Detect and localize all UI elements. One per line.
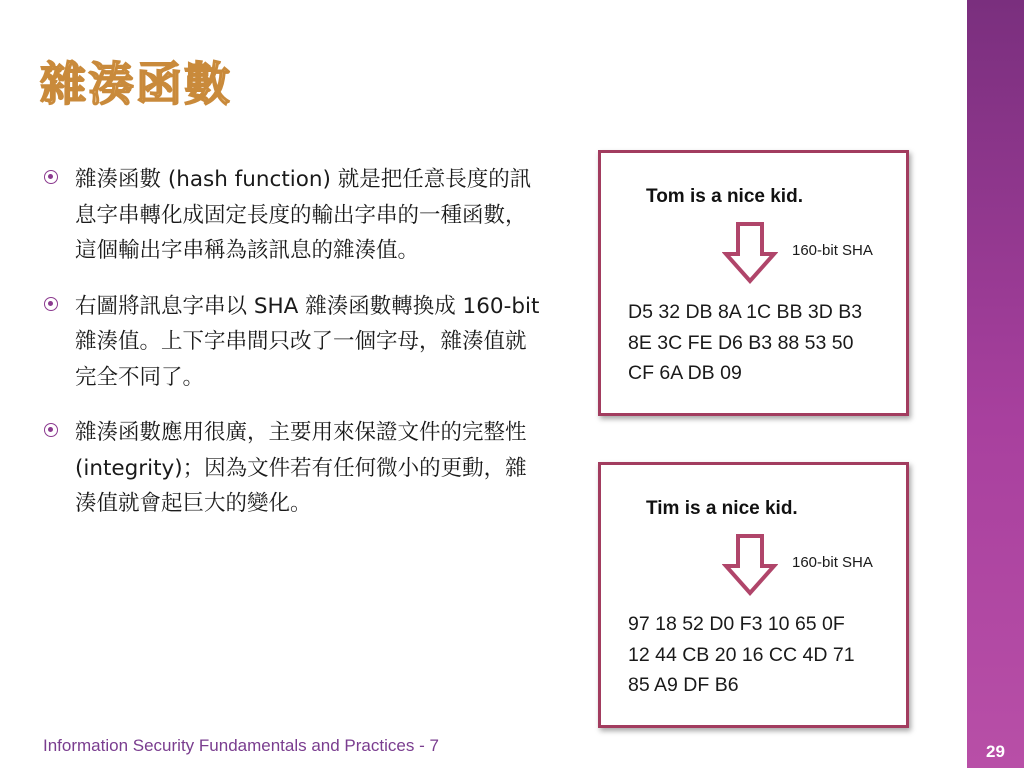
input-message: Tom is a nice kid. xyxy=(646,186,803,207)
circle-bullet-icon xyxy=(44,423,58,437)
input-message: Tim is a nice kid. xyxy=(646,498,798,519)
slide-title: 雜湊函數 xyxy=(40,57,232,111)
bullet-text: 右圖將訊息字串以 SHA 雜湊函數轉換成 160-bit 雜湊值。上下字串間只改了一個字母，雜湊值就完全不同了。 xyxy=(75,293,540,390)
bullet-item xyxy=(44,415,544,522)
bullet-item xyxy=(44,162,544,269)
digest-line: 12 44 CB 20 16 CC 4D 71 xyxy=(628,643,855,666)
bullet-list xyxy=(44,162,544,542)
down-arrow-icon xyxy=(722,221,778,285)
hash-digest xyxy=(628,297,898,389)
bullet-item xyxy=(44,289,544,396)
bullet-text: 雜湊函數 (hash function) 就是把任意長度的訊息字串轉化成固定長度的輸出字串的一種函數，這個輸出字串稱為該訊息的雜湊值。 xyxy=(75,167,532,263)
hash-digest xyxy=(628,609,898,701)
slide-number: 29 xyxy=(986,742,1005,761)
down-arrow-icon xyxy=(722,533,778,597)
bullet-text: 雜湊函數應用很廣，主要用來保證文件的完整性 (integrity)；因為文件若有任何微小的更動，雜湊值就會起巨大的變化。 xyxy=(75,420,527,516)
digest-line: CF 6A DB 09 xyxy=(628,362,742,384)
hash-example-box xyxy=(598,150,909,416)
hash-algorithm-label: 160-bit SHA xyxy=(792,554,873,571)
side-decoration-band xyxy=(967,0,1024,768)
hash-example-box xyxy=(598,462,909,728)
digest-line: 8E 3C FE D6 B3 88 53 50 xyxy=(628,331,854,354)
digest-line: D5 32 DB 8A 1C BB 3D B3 xyxy=(628,301,863,323)
digest-line: 85 A9 DF B6 xyxy=(628,674,739,696)
hash-algorithm-label: 160-bit SHA xyxy=(792,242,873,259)
digest-line: 97 18 52 D0 F3 10 65 0F xyxy=(628,613,845,635)
footer-text: Information Security Fundamentals and Practices - 7 xyxy=(43,736,439,755)
circle-bullet-icon xyxy=(44,170,58,184)
circle-bullet-icon xyxy=(44,297,58,311)
